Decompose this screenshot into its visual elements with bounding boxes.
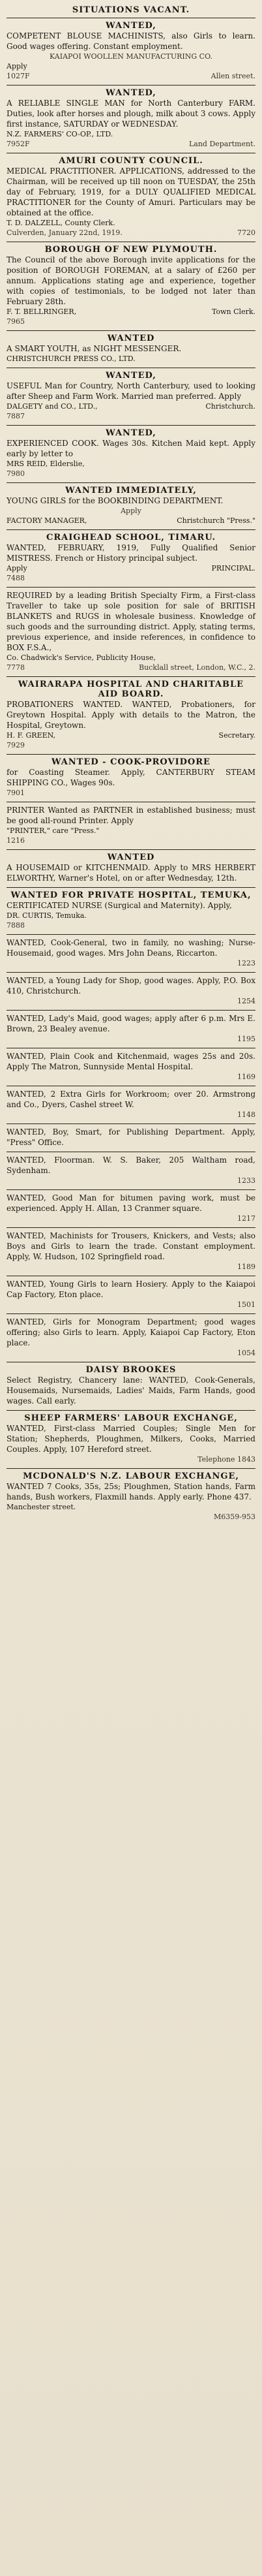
ad-item — [7, 1152, 255, 1189]
ad-heading: WANTED FOR PRIVATE HOSPITAL, TEMUKA, — [10, 890, 252, 900]
ad-footer-left: H. F. GREEN, — [7, 731, 56, 740]
ad-item — [7, 153, 255, 242]
ad-code-left: 7887 — [7, 412, 25, 420]
ad-codes — [7, 836, 255, 845]
ad-codes — [7, 469, 255, 479]
ad-item — [7, 1123, 255, 1152]
ad-body: for Coasting Steamer. Apply, CANTERBURY STEAM SHIPPING CO., Wages 90s. — [7, 768, 255, 787]
ad-item — [7, 1086, 255, 1123]
ad-codes — [7, 228, 255, 238]
ad-body: WANTED, Girls for Monogram Department; good wages offering; also Girls to learn. Apply, Kaiapoi Cap Factory, Eton place. — [7, 1317, 255, 1347]
ad-footer-right: PRINCIPAL. — [211, 564, 255, 573]
ad-code-right: 1501 — [237, 1300, 255, 1309]
ad-body: WANTED, a Young Lady for Shop, good wages. Apply, P.O. Box 410, Christchurch. — [7, 976, 255, 996]
ad-item — [7, 1010, 255, 1048]
ad-heading: DAISY BROOKES — [85, 1365, 177, 1375]
ad-body: WANTED, Machinists for Trousers, Knickers, and Vests; also Boys and Girls to learn the trade. Constant employment. Apply, W. Hudson, 102 Springfield road. — [7, 1231, 255, 1261]
ad-footer — [7, 401, 255, 411]
ad-heading: SHEEP FARMERS' LABOUR EXCHANGE, — [24, 1413, 238, 1423]
ad-item — [7, 1276, 255, 1313]
ad-codes — [7, 1034, 255, 1044]
ad-code-left: 7929 — [7, 741, 25, 749]
ad-heading: BOROUGH OF NEW PLYMOUTH. — [44, 245, 218, 255]
ad-item — [7, 1313, 255, 1362]
ad-codes — [7, 920, 255, 930]
ad-body: CERTIFICATED NURSE (Surgical and Maternity). Apply, — [7, 901, 232, 910]
ad-body: YOUNG GIRLS for the BOOKBINDING DEPARTMENT. — [7, 496, 224, 505]
ad-codes — [7, 996, 255, 1006]
ad-heading: WANTED, — [106, 371, 156, 381]
ad-codes — [7, 139, 255, 149]
ad-footer-left: Apply — [7, 564, 27, 573]
ad-footer — [7, 354, 255, 364]
ad-code-right: 1233 — [237, 1176, 255, 1185]
ad-body: WANTED, FEBRUARY, 1919, Fully Qualified Senior MISTRESS. French or History principal subject. — [7, 543, 255, 563]
ad-code-left: Culverden, January 22nd, 1919. — [7, 228, 123, 237]
ad-body: COMPETENT BLOUSE MACHINISTS, also Girls to learn. Good wages offering. Constant employment. — [7, 31, 255, 51]
ad-body: WANTED, Good Man for bitumen paving work, must be experienced. Apply H. Allan, 13 Cranmer square. — [7, 1193, 255, 1213]
ad-body: PRINTER Wanted as PARTNER in established business; must be good all-round Printer. Apply — [7, 806, 255, 825]
ad-codes — [7, 1072, 255, 1082]
ad-code-left: 1027F — [7, 72, 30, 80]
ad-body: WANTED, Young Girls to learn Hosiery. Apply to the Kaiapoi Cap Factory, Eton place. — [7, 1280, 255, 1299]
ad-body: A RELIABLE SINGLE MAN for North Canterbury FARM. Duties, look after horses and plough, milk about 3 cows. Apply first instance, SATURDAY or WEDNESDAY. — [7, 99, 255, 129]
ad-item — [7, 368, 255, 425]
ad-item — [7, 18, 255, 85]
ad-footer-left: MRS REID, Elderslie, — [7, 460, 85, 468]
ad-item — [7, 887, 255, 934]
ad-org: Apply — [121, 507, 141, 515]
ad-body: WANTED 7 Cooks, 35s, 25s; Ploughmen, Station hands, Farm hands, Bush workers, Flaxmill hands. Apply early. Phone 437. — [7, 1482, 255, 1501]
ad-code-right: Bucklall street, London, W.C., 2. — [138, 663, 255, 672]
ad-heading: MCDONALD'S N.Z. LABOUR EXCHANGE, — [23, 1471, 239, 1481]
ad-code-left: 7952F — [7, 140, 30, 148]
ad-heading: WANTED, — [106, 21, 156, 31]
ad-body: Select Registry, Chancery lane: WANTED, Cook-Generals, Housemaids, Nursemaids, Ladies' Maids, Farm Hands, good wages. Call early. — [7, 1375, 255, 1406]
ad-codes — [7, 317, 255, 326]
ad-codes — [7, 958, 255, 968]
ad-body: A HOUSEMAID or KITCHENMAID. Apply to MRS HERBERT ELWORTHY, Warner's Hotel, on or after Wednesday, 12th. — [7, 863, 255, 883]
ad-body: WANTED, First-class Married Couples; Single Men for Station; Shepherds, Ploughmen, Milkers, Cooks, Married Couples. Apply, 107 Hereford street. — [7, 1424, 255, 1454]
ad-body: REQUIRED by a leading British Specialty Firm, a First-class Traveller to take up sole position for sale of BRITISH BLANKETS and RUGS in wholesale business. Knowledge of such goods and the surrounding district. Apply, stating terms, previous experience, and inside references, in confidence to BOX F.S.A., — [7, 591, 255, 652]
ad-body: WANTED, Floorman. W. S. Baker, 205 Waltham road, Sydenham. — [7, 1155, 255, 1175]
ad-heading: WAIRARAPA HOSPITAL AND CHARITABLE AID BOARD. — [18, 680, 244, 699]
ad-code-right: Land Department. — [188, 140, 255, 148]
ad-item — [7, 802, 255, 849]
ad-code-right: 1223 — [237, 959, 255, 967]
ad-footer — [7, 516, 255, 526]
ad-body: USEFUL Man for Country, North Canterbury, used to looking after Sheep and Farm Work. Married man preferred. Apply — [7, 381, 255, 401]
ad-footer-right: Secretary. — [218, 731, 255, 740]
ad-code-right: 1195 — [237, 1035, 255, 1043]
ad-body: The Council of the above Borough invite applications for the position of BOROUGH FOREMAN, at a salary of £260 per annum. Applications stating age and experience, together with copies of testimonials, to be lodged not later than February 28th. — [7, 255, 255, 306]
ad-body: PROBATIONERS WANTED. WANTED, Probationers, for Greytown Hospital. Apply with details to the Matron, the Hospital, Greytown. — [7, 700, 255, 730]
ad-body: WANTED, Cook-General, two in family, no washing; Nurse-Housemaid, good wages. Mrs John Deans, Riccarton. — [7, 938, 255, 958]
ad-codes — [7, 740, 255, 750]
ad-footer-left: DALGETY and CO., LTD., — [7, 402, 98, 411]
ad-item — [7, 425, 255, 482]
ad-footer — [7, 61, 255, 71]
ad-codes — [7, 71, 255, 81]
ad-item — [7, 1468, 255, 1526]
ad-footer — [7, 911, 255, 920]
ad-body: WANTED, Boy, Smart, for Publishing Department. Apply, "Press" Office. — [7, 1127, 255, 1147]
ad-footer-left: CHRISTCHURCH PRESS CO., LTD. — [7, 354, 136, 363]
ad-heading: WANTED - COOK-PROVIDORE — [51, 757, 211, 767]
ad-footer-right: Christchurch. — [205, 402, 255, 411]
ad-item — [7, 972, 255, 1010]
ad-item — [7, 330, 255, 368]
ad-code-left: 7965 — [7, 317, 25, 326]
ad-codes — [7, 663, 255, 672]
ad-code-right: 1217 — [237, 1214, 255, 1223]
ad-footer-left: F. T. BELLRINGER, — [7, 307, 77, 316]
ad-item — [7, 242, 255, 330]
ad-footer-left: Manchester street. — [7, 1503, 76, 1511]
ad-code-right: 7720 — [237, 228, 255, 237]
ad-item — [7, 529, 255, 587]
ad-codes — [7, 1262, 255, 1272]
ad-codes — [7, 1110, 255, 1120]
ad-codes — [7, 788, 255, 798]
ad-footer — [7, 459, 255, 469]
ad-footer-left: "PRINTER," care "Press." — [7, 826, 100, 835]
ad-footer — [7, 563, 255, 573]
ad-footer — [7, 730, 255, 740]
ad-code-right: 1254 — [237, 997, 255, 1005]
ad-item — [7, 85, 255, 153]
ad-footer-left: N.Z. FARMERS' CO-OP., LTD. — [7, 130, 113, 138]
ad-footer-right: Town Clerk. — [212, 307, 255, 316]
ad-heading: WANTED, — [106, 88, 156, 98]
page-title: SITUATIONS VACANT. — [72, 5, 190, 15]
ad-item — [7, 482, 255, 529]
ad-footer — [7, 1502, 255, 1512]
ad-code-left: 1216 — [7, 836, 25, 845]
ad-codes — [7, 1512, 255, 1522]
ad-heading: CRAIGHEAD SCHOOL, TIMARU. — [46, 533, 216, 542]
ad-body: WANTED, Lady's Maid, good wages; apply after 6 p.m. Mrs E. Brown, 23 Bealey avenue. — [7, 1014, 255, 1033]
ad-footer-left: FACTORY MANAGER, — [7, 516, 87, 525]
ad-body: WANTED, Plain Cook and Kitchenmaid, wages 25s and 20s. Apply The Matron, Sunnyside Mental Hospital. — [7, 1052, 255, 1071]
ad-footer — [7, 218, 255, 228]
ad-code-right: 1189 — [237, 1263, 255, 1271]
ad-codes — [7, 1176, 255, 1186]
ad-item — [7, 934, 255, 972]
ad-footer — [7, 653, 255, 663]
ad-footer — [7, 826, 255, 836]
ad-code-left: 7488 — [7, 574, 25, 582]
ad-heading: WANTED, — [106, 428, 156, 438]
ad-item — [7, 1227, 255, 1276]
ad-org: KAIAPOI WOOLLEN MANUFACTURING CO. — [50, 52, 212, 61]
ad-heading: WANTED IMMEDIATELY, — [65, 486, 197, 495]
ad-code-left: 7888 — [7, 921, 25, 930]
ad-footer-left: DR. CURTIS, Temuka. — [7, 911, 87, 920]
ad-codes — [7, 1348, 255, 1358]
ad-item — [7, 754, 255, 802]
ads-list — [7, 18, 255, 1526]
ad-code-right: Allen street. — [211, 72, 255, 80]
ad-codes — [7, 573, 255, 583]
ad-code-right: 1169 — [237, 1073, 255, 1081]
ad-body: MEDICAL PRACTITIONER. APPLICATIONS, addressed to the Chairman, will be received up till noon on TUESDAY, the 25th day of February, 1919, for a DULY QUALIFIED MEDICAL PRACTITIONER for the County of Amuri. Particulars may be obtained at the office. — [7, 166, 255, 217]
ad-codes — [7, 1214, 255, 1223]
ad-codes — [7, 411, 255, 421]
ad-body: EXPERIENCED COOK. Wages 30s. Kitchen Maid kept. Apply early by letter to — [7, 439, 255, 458]
ad-footer-left: T. D. DALZELL, County Clerk. — [7, 219, 115, 227]
ad-item — [7, 849, 255, 887]
ad-item — [7, 1048, 255, 1086]
ad-code-left: 7901 — [7, 789, 25, 797]
ad-item — [7, 1189, 255, 1227]
ad-footer — [7, 307, 255, 317]
ad-heading: WANTED — [107, 334, 155, 343]
ad-code-right: M6359-953 — [214, 1513, 255, 1521]
ad-body: WANTED, 2 Extra Girls for Workroom; over 20. Armstrong and Co., Dyers, Cashel street W. — [7, 1090, 255, 1109]
ad-code-left: 7778 — [7, 663, 25, 672]
ad-footer-left: Co. Chadwick's Service, Publicity House, — [7, 653, 156, 662]
ad-code-left: 7980 — [7, 469, 25, 478]
ad-heading: WANTED — [107, 853, 155, 862]
ad-item — [7, 1410, 255, 1468]
ad-code-right: 1054 — [237, 1349, 255, 1357]
ad-code-right: Telephone 1843 — [197, 1455, 255, 1464]
ad-item — [7, 587, 255, 676]
ad-item — [7, 676, 255, 754]
ad-code-right: 1148 — [237, 1110, 255, 1119]
ad-footer-left: Apply — [7, 62, 27, 71]
ad-item — [7, 1362, 255, 1410]
ad-heading: AMURI COUNTY COUNCIL. — [59, 156, 203, 166]
ad-footer-right: Christchurch "Press." — [177, 516, 255, 525]
ad-body: A SMART YOUTH, as NIGHT MESSENGER. — [7, 344, 182, 353]
ad-codes — [7, 1454, 255, 1464]
ad-codes — [7, 1300, 255, 1310]
ad-footer — [7, 129, 255, 139]
